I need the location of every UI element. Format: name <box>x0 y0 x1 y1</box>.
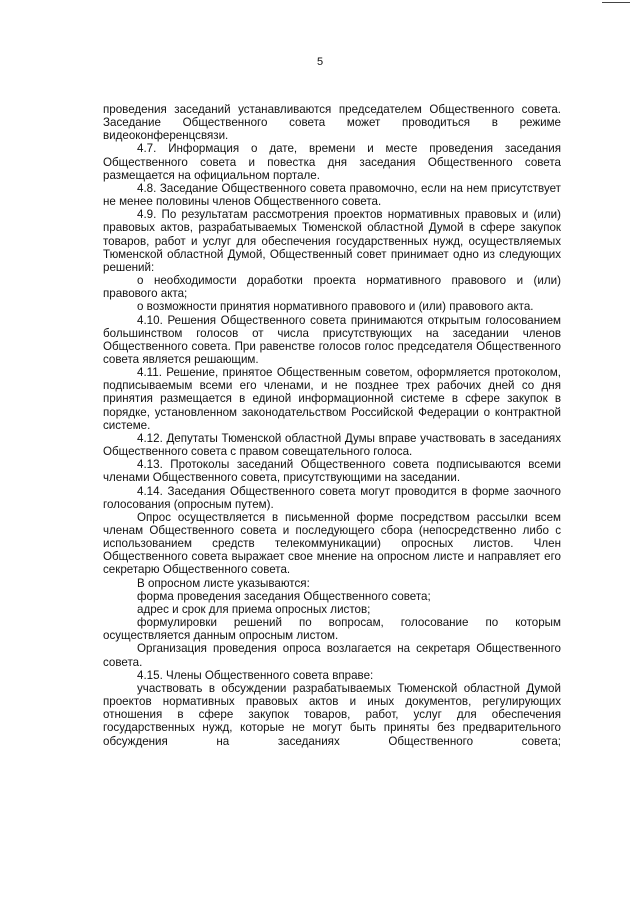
paragraph: 4.9. По результатам рассмотрения проектов нормативных правовых и (или) правовых актов, разрабатываемых Тюменской областной Думой в сфере закупок товаров, работ и услуг для обеспечения государственных нужд, осуществляемых Тюменской областной Думой, Общественный совет принимает одно из следующих решений: <box>103 208 561 274</box>
paragraph: 4.12. Депутаты Тюменской областной Думы вправе участвовать в заседаниях Общественного совета с правом совещательного голоса. <box>103 431 561 459</box>
paragraph: Опрос осуществляется в письменной форме посредством рассылки всем членам Общественного совета и последующего сбора (непосредственно либо с использованием средств телекоммуникации) опросных листов. Член Общественного совета выражает свое мнение на опросном листе и направляет его секретарю Общественного совета. <box>103 510 561 577</box>
paragraph: 4.10. Решения Общественного совета принимаются открытым голосованием большинством голосов от числа присутствующих на заседании членов Общественного совета. При равенстве голосов голос председателя Общественного совета является решающим. <box>103 313 561 366</box>
corner-rule <box>602 2 630 3</box>
document-body <box>103 103 561 748</box>
paragraph: В опросном листе указываются: <box>137 576 310 590</box>
paragraph: 4.15. Члены Общественного совета вправе: <box>137 668 374 682</box>
paragraph: о возможности принятия нормативного правового и (или) правового акта. <box>137 300 534 314</box>
paragraph: адрес и срок для приема опросных листов; <box>137 602 371 616</box>
page-number: 5 <box>316 56 324 68</box>
paragraph: участвовать в обсуждении разрабатываемых Тюменской областной Думой проектов нормативных правовых актов и иных документов, регулирующих отношения в сфере закупок товаров, работ, услуг для обеспечения государственных нужд, которые не могут быть приняты без предварительного обсуждения на заседаниях Общественного совета; <box>103 681 561 748</box>
paragraph: 4.11. Решение, принятое Общественным советом, оформляется протоколом, подписываемым всеми его членами, и не позднее трех рабочих дней со дня принятия размещается в единой информационной системе в сфере закупок в порядке, установленном законодательством Российской Федерации о контрактной системе. <box>103 366 561 432</box>
paragraph: 4.13. Протоколы заседаний Общественного совета подписываются всеми членами Общественного совета, присутствующими на заседании. <box>103 458 561 485</box>
paragraph: 4.8. Заседание Общественного совета правомочно, если на нем присутствует не менее половины членов Общественного совета. <box>103 181 561 209</box>
paragraph: форма проведения заседания Общественного совета; <box>137 589 431 603</box>
paragraph: о необходимости доработки проекта нормативного правового и (или) правового акта; <box>103 274 561 301</box>
paragraph: Организация проведения опроса возлагается на секретаря Общественного совета. <box>103 642 561 669</box>
paragraph: формулировки решений по вопросам, голосование по которым осуществляется данным опросным листом. <box>103 616 561 643</box>
paragraph: 4.14. Заседания Общественного совета могут проводится в форме заочного голосования (опросным путем). <box>103 484 561 511</box>
paragraph: проведения заседаний устанавливаются председателем Общественного совета. Заседание Общественного совета может проводиться в режиме видеоконференцсвязи. <box>103 103 561 143</box>
paragraph: 4.7. Информация о дате, времени и месте проведения заседания Общественного совета и повестка дня заседания Общественного совета размещается на официальном портале. <box>103 142 561 182</box>
